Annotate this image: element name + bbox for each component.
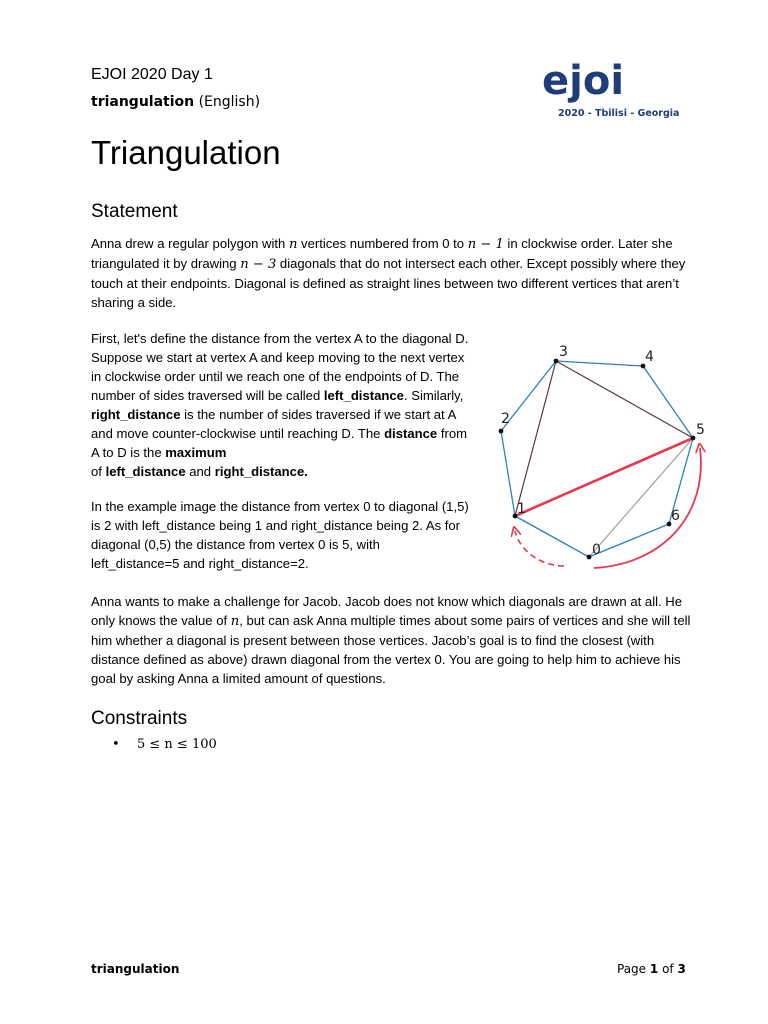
footer-page-number: Page 1 of 3 xyxy=(617,962,686,976)
vertex-3 xyxy=(554,359,559,364)
statement-paragraph-3: In the example image the distance from vertex 0 to diagonal (1,5) is 2 with left_distance being 1 and right_distance being 2. As for diagonal (0,5) the distance from vertex 0 is 5, with left_distance=5 and right_distance=2. xyxy=(91,499,469,571)
contest-header: EJOI 2020 Day 1 xyxy=(91,66,213,83)
diagonal-0-5 xyxy=(589,438,693,557)
task-name: triangulation xyxy=(91,94,195,110)
footer-task-name: triangulation xyxy=(91,962,180,976)
vertex-label-0: 0 xyxy=(592,542,601,558)
vertex-label-6: 6 xyxy=(671,508,680,524)
logo-text: ejoi xyxy=(542,58,625,104)
page-title: Triangulation xyxy=(91,134,281,171)
vertex-label-2: 2 xyxy=(501,411,510,427)
polygon-vertices xyxy=(499,359,696,560)
vertex-0 xyxy=(587,555,592,560)
vertex-label-1: 1 xyxy=(517,501,526,517)
edge-3-4 xyxy=(556,361,643,366)
vertex-label-5: 5 xyxy=(696,422,705,438)
statement-paragraph-1: Anna drew a regular polygon with n vertices numbered from 0 to n − 1 in clockwise order. Later she triangulated it by drawing n − 3 diagonals that do not intersect each other. Except possibly where they touch at their endpoints. Diagonal is defined as straight lines between two different vertices that aren’t sharing a side. xyxy=(91,236,686,310)
constraint-item xyxy=(112,737,217,752)
edge-4-5 xyxy=(643,366,693,438)
diagonal-3-5 xyxy=(556,361,693,438)
diagonal-1-5-highlighted xyxy=(515,438,693,516)
statement-heading: Statement xyxy=(91,201,178,222)
statement-paragraph-4: Anna wants to make a challenge for Jacob. Jacob does not know which diagonals are drawn at all. He only knows the value of n, but can ask Anna multiple times about some pairs of vertices and she will tell him whether a diagonal is present between those vertices. Jacob’s goal is to find the closest (with distance defined as above) drawn diagonal from the vertex 0. You are going to help him to achieve his goal by asking Anna a limited amount of questions. xyxy=(91,594,691,686)
vertex-label-3: 3 xyxy=(559,344,568,360)
task-language: (English) xyxy=(198,94,261,110)
vertex-5 xyxy=(691,436,696,441)
edge-6-0 xyxy=(589,524,669,557)
ejoi-logo xyxy=(540,56,690,122)
left-distance-arrow xyxy=(515,531,564,566)
vertex-label-4: 4 xyxy=(645,349,654,365)
edge-1-2 xyxy=(501,431,515,516)
vertex-2 xyxy=(499,429,504,434)
logo-subtitle: 2020 - Tbilisi - Georgia xyxy=(558,108,680,119)
statement-paragraph-2: First, let's define the distance from the vertex A to the diagonal D. Suppose we start at vertex A and keep moving to the next vertex in clockwise order until we reach one of the endpoints of D. The number of sides traversed will be called left_distance. Similarly, right_distance is the number of sides traversed if we start at A and move counter-clockwise until reaching D. The distance from A to D is the maximum of left_distance and right_distance. xyxy=(91,331,469,479)
diagonal-1-3 xyxy=(515,361,556,516)
constraint-text: 5 ≤ n ≤ 100 xyxy=(137,737,217,752)
bullet-icon: • xyxy=(112,737,120,752)
constraints-heading: Constraints xyxy=(91,708,188,729)
polygon-figure xyxy=(474,334,724,574)
task-header xyxy=(91,94,260,110)
